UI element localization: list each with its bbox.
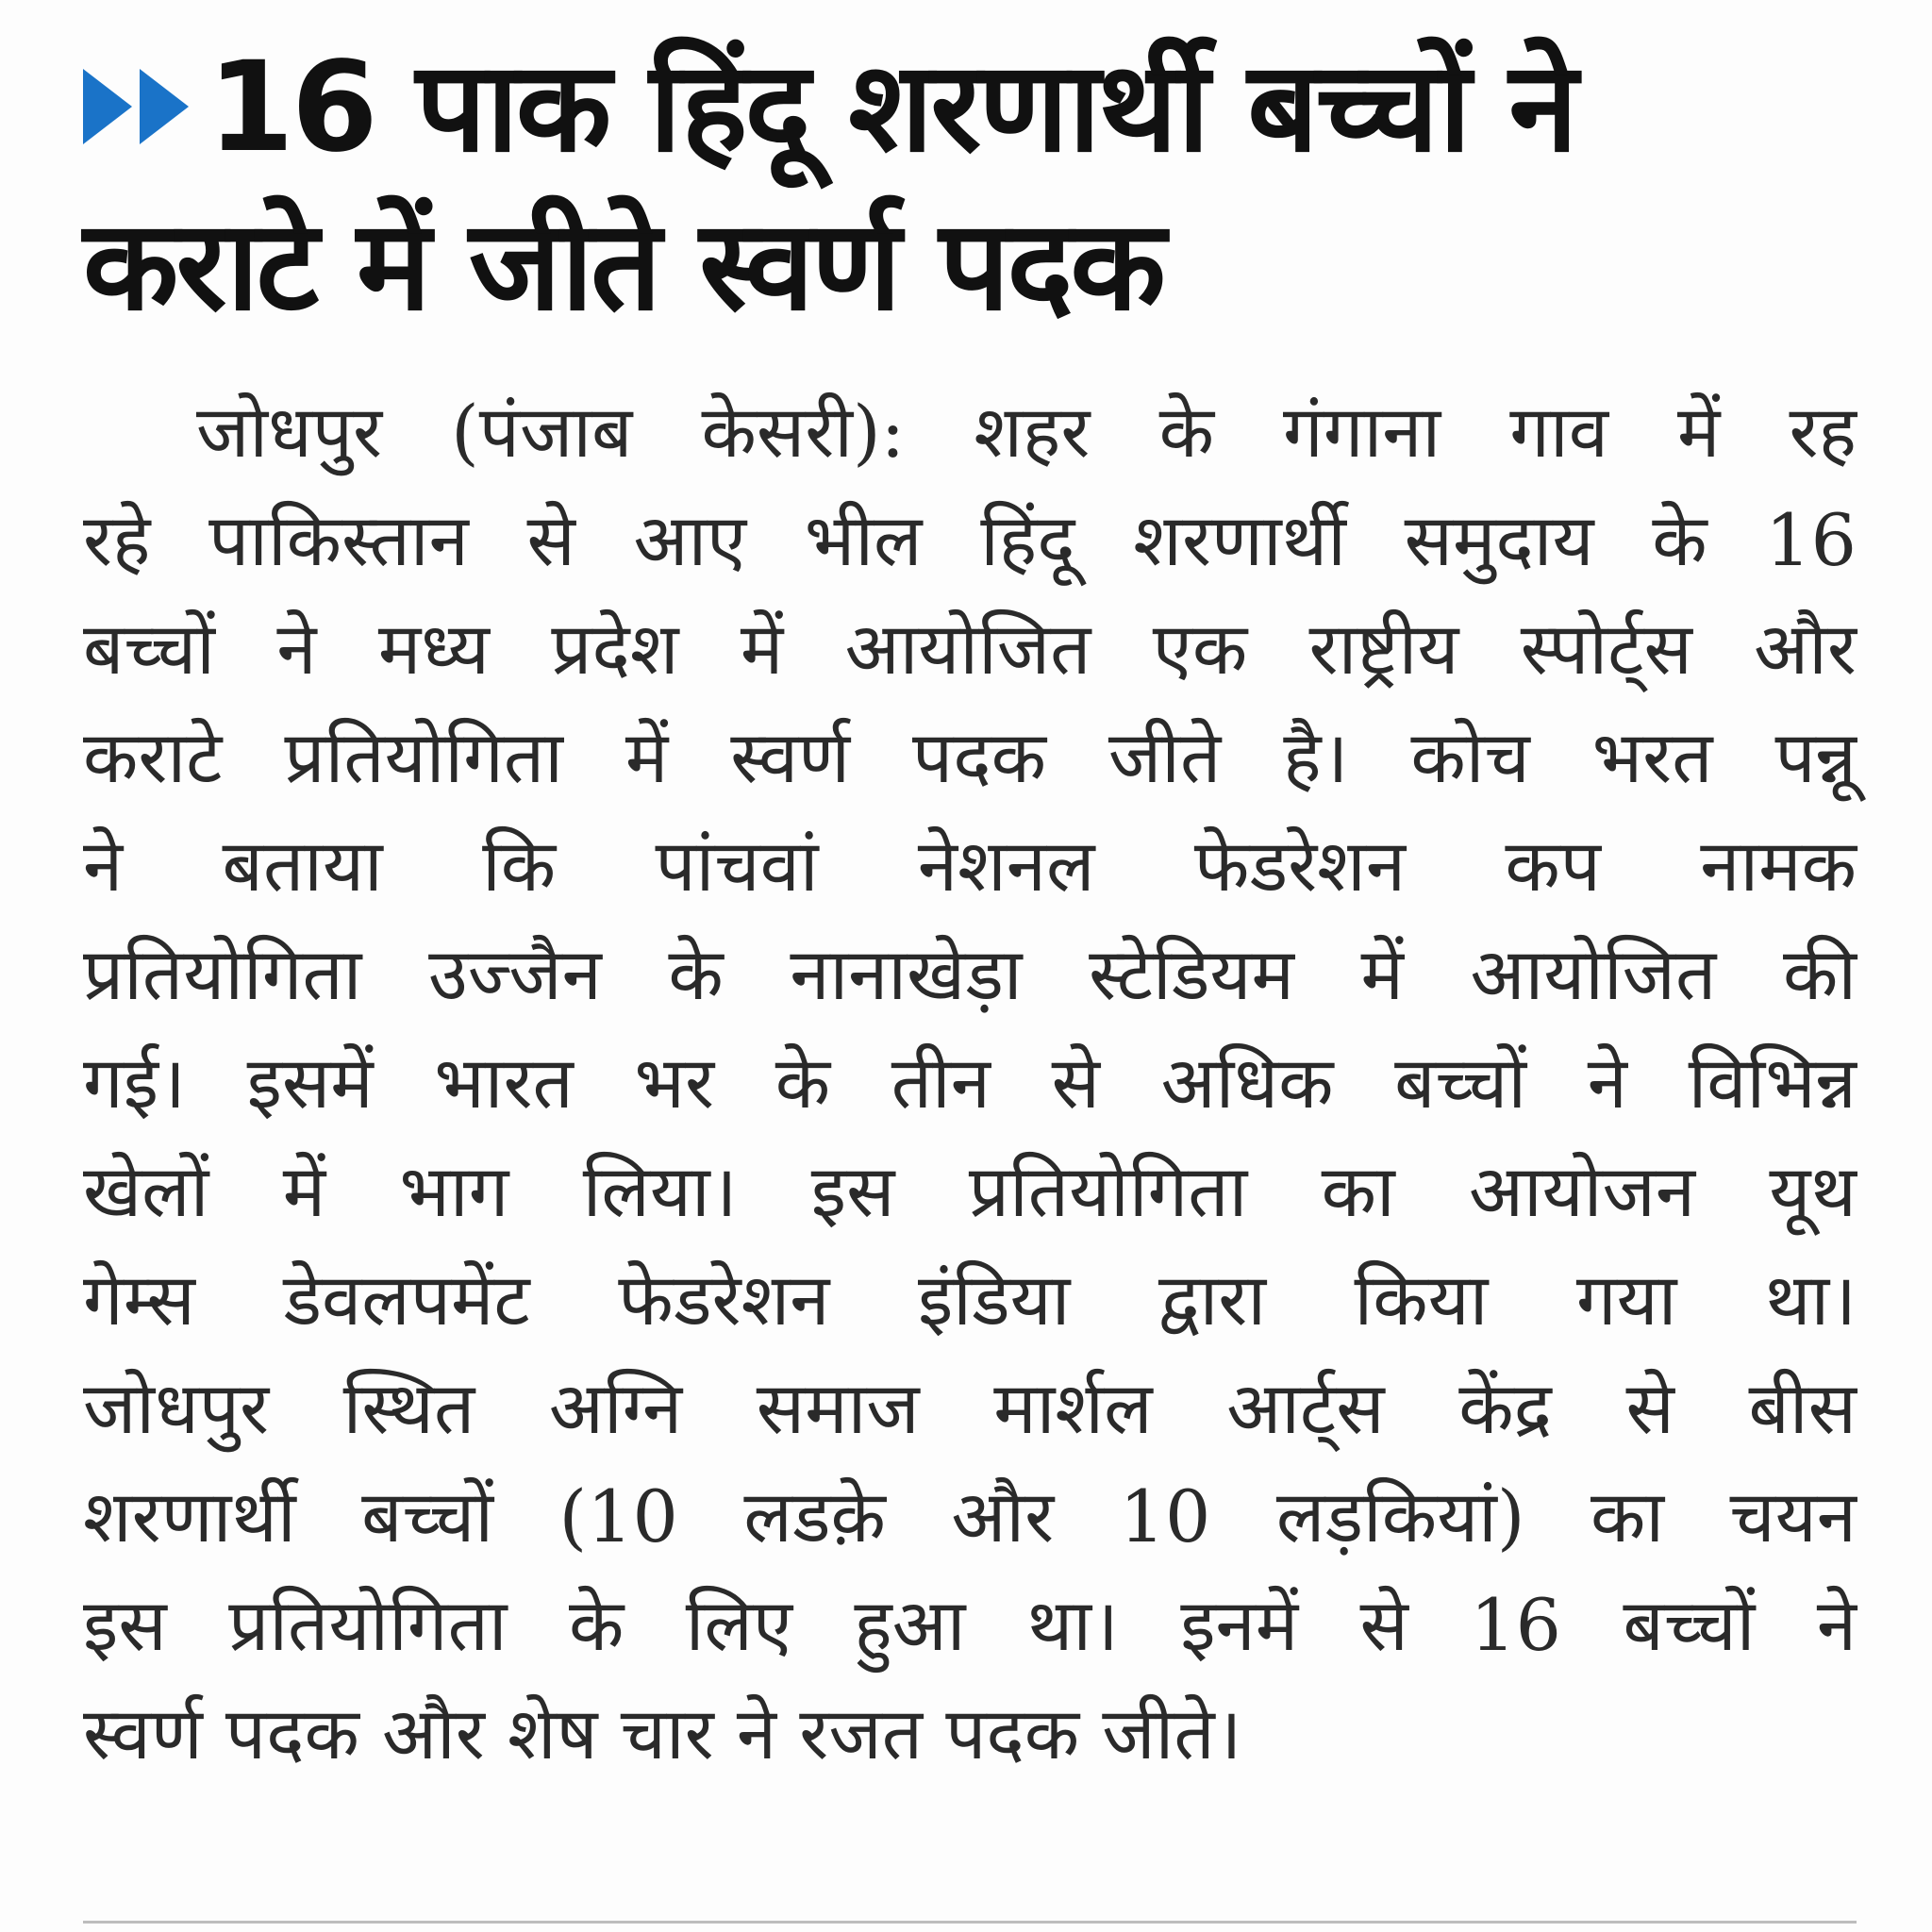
- body-line: प्रतियोगिता उज्जैन के नानाखेड़ा स्टेडियम में आयोजित की: [83, 932, 1857, 1016]
- headline: [83, 28, 1875, 345]
- body-line: जोधपुर स्थित अग्नि समाज मार्शल आर्ट्स केंद्र से बीस: [83, 1366, 1857, 1450]
- bottom-divider: [83, 1921, 1857, 1924]
- body-line: स्वर्ण पदक और शेष चार ने रजत पदक जीते।: [83, 1691, 1242, 1775]
- headline-text-1: 16 पाक हिंदू शरणार्थी बच्चों ने: [208, 35, 1575, 180]
- headline-line-2: कराटे में जीते स्वर्ण पदक: [83, 193, 1163, 339]
- article-body: [83, 377, 1857, 1788]
- body-line: गई। इसमें भारत भर के तीन से अधिक बच्चों ने विभिन्न: [83, 1041, 1857, 1124]
- body-line: कराटे प्रतियोगिता में स्वर्ण पदक जीते है। कोच भरत पन्नू: [83, 715, 1857, 799]
- body-line: खेलों में भाग लिया। इस प्रतियोगिता का आयोजन यूथ: [83, 1149, 1857, 1233]
- body-line: शरणार्थी बच्चों (10 लडक़े और 10 लड़कियां) का चयन: [83, 1474, 1857, 1558]
- body-line: बच्चों ने मध्य प्रदेश में आयोजित एक राष्ट्रीय स्पोर्ट्स और: [83, 607, 1857, 691]
- double-triangle-arrow-icon: [83, 61, 194, 152]
- body-line: इस प्रतियोगिता के लिए हुआ था। इनमें से 16 बच्चों ने: [83, 1583, 1857, 1667]
- body-line: ने बताया कि पांचवां नेशनल फेडरेशन कप नामक: [83, 824, 1857, 908]
- body-line: जोधपुर (पंजाब केसरी): शहर के गंगाना गाव में रह: [196, 390, 1857, 474]
- headline-line-1: [83, 28, 1875, 187]
- body-line: रहे पाकिस्तान से आए भील हिंदू शरणार्थी समुदाय के 16: [83, 498, 1857, 582]
- body-line: गेम्स डेवलपमेंट फेडरेशन इंडिया द्वारा किया गया था।: [83, 1257, 1857, 1341]
